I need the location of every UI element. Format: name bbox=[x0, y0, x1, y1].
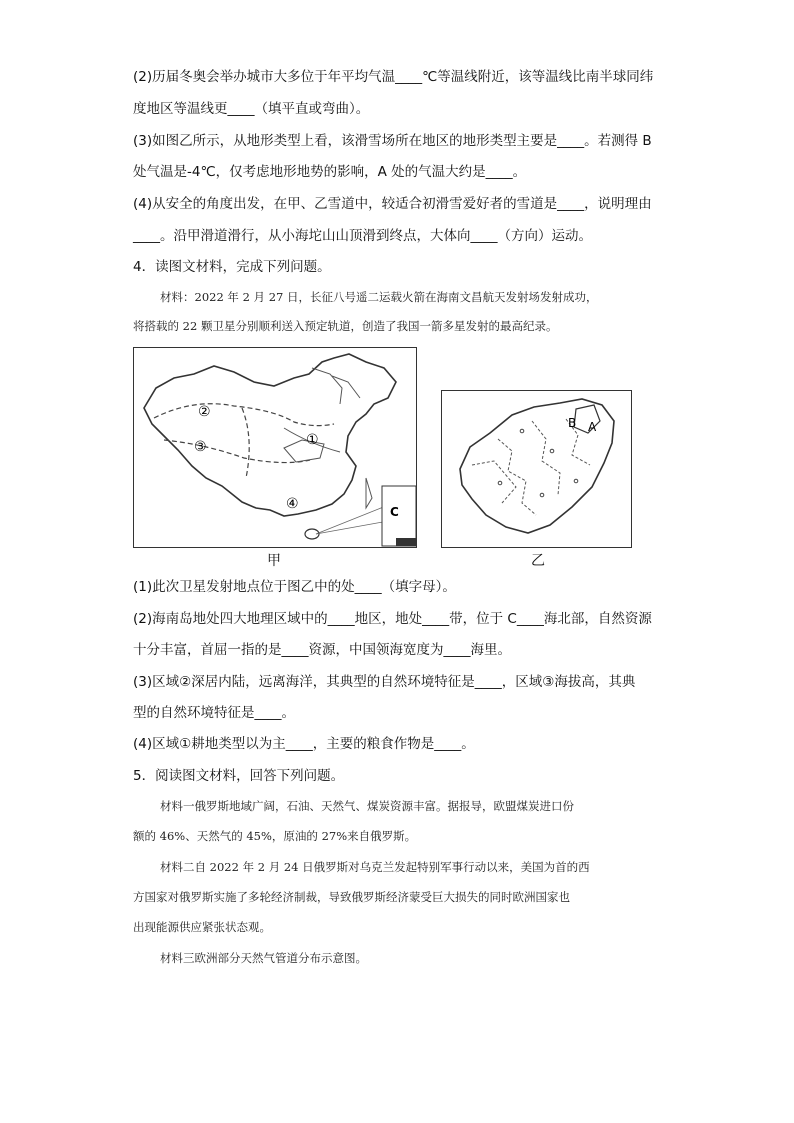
q5-material-1-line-2: 额的 46%、天然气的 45%，原油的 27%来自俄罗斯。 bbox=[133, 829, 417, 843]
q4-question-1: (1)此次卫星发射地点位于图乙中的处____（填字母）。 bbox=[133, 579, 456, 595]
q3-line-2: 度地区等温线更____（填平直或弯曲）。 bbox=[133, 101, 370, 117]
q5-title: 5．阅读图文材料，回答下列问题。 bbox=[133, 768, 345, 784]
q3-line-5: (4)从安全的角度出发，在甲、乙雪道中，较适合初滑雪爱好者的雪道是____，说明理由 bbox=[133, 196, 652, 212]
q4-question-3-line-1: (3)区域②深居内陆，远离海洋，其典型的自然环境特征是____，区域③海拔高，其典 bbox=[133, 674, 636, 690]
region-4-label: ④ bbox=[286, 496, 299, 512]
map-hainan-caption: 乙 bbox=[531, 553, 545, 569]
point-a-label: A bbox=[588, 420, 597, 434]
china-outline bbox=[134, 348, 416, 547]
region-2-label: ② bbox=[198, 404, 211, 420]
region-1-label: ① bbox=[306, 432, 319, 448]
q5-material-2-line-2: 方国家对俄罗斯实施了多轮经济制裁，导致俄罗斯经济蒙受巨大损失的同时欧洲国家也 bbox=[133, 890, 570, 904]
hainan-outline bbox=[442, 391, 631, 547]
sea-c-label: C bbox=[390, 505, 399, 519]
q4-question-4: (4)区域①耕地类型以为主____，主要的粮食作物是____。 bbox=[133, 736, 475, 752]
scale-bar bbox=[396, 538, 416, 546]
region-3-label: ③ bbox=[194, 439, 207, 455]
q5-material-3: 材料三欧洲部分天然气管道分布示意图。 bbox=[160, 951, 367, 965]
q4-question-2-line-2: 十分丰富，首屈一指的是____资源，中国领海宽度为____海里。 bbox=[133, 642, 511, 658]
q3-line-1: (2)历届冬奥会举办城市大多位于年平均气温____℃等温线附近，该等温线比南半球同纬 bbox=[133, 69, 654, 85]
south-sea-inset bbox=[382, 486, 416, 546]
q3-line-6: ____。沿甲滑道滑行，从小海坨山山顶滑到终点，大体向____（方向）运动。 bbox=[133, 228, 592, 244]
q3-line-3: (3)如图乙所示，从地形类型上看，该滑雪场所在地区的地形类型主要是____。若测得 B bbox=[133, 133, 652, 149]
q3-line-4: 处气温是-4℃，仅考虑地形地势的影响，A 处的气温大约是____。 bbox=[133, 164, 527, 180]
q4-material-line-2: 将搭载的 22 颗卫星分别顺利送入预定轨道，创造了我国一箭多星发射的最高纪录。 bbox=[133, 319, 558, 333]
map-china-caption: 甲 bbox=[267, 553, 281, 569]
q4-title: 4．读图文材料，完成下列问题。 bbox=[133, 259, 331, 275]
q5-material-2-line-1: 材料二自 2022 年 2 月 24 日俄罗斯对乌克兰发起特别军事行动以来，美国为首的西 bbox=[160, 860, 590, 874]
q5-material-1-line-1: 材料一俄罗斯地域广阔，石油、天然气、煤炭资源丰富。据报导，欧盟煤炭进口份 bbox=[160, 799, 574, 813]
q4-question-2-line-1: (2)海南岛地处四大地理区域中的____地区，地处____带，位于 C____海北部，自然资源 bbox=[133, 611, 652, 627]
map-china bbox=[133, 347, 417, 548]
q4-material-line-1: 材料：2022 年 2 月 27 日，长征八号遥二运载火箭在海南文昌航天发射场发射成功， bbox=[160, 290, 598, 304]
q4-question-3-line-2: 型的自然环境特征是____。 bbox=[133, 705, 295, 721]
q5-material-2-line-3: 出现能源供应紧张状态观。 bbox=[133, 920, 271, 934]
point-b-label: B bbox=[568, 416, 577, 430]
map-hainan bbox=[441, 390, 632, 548]
